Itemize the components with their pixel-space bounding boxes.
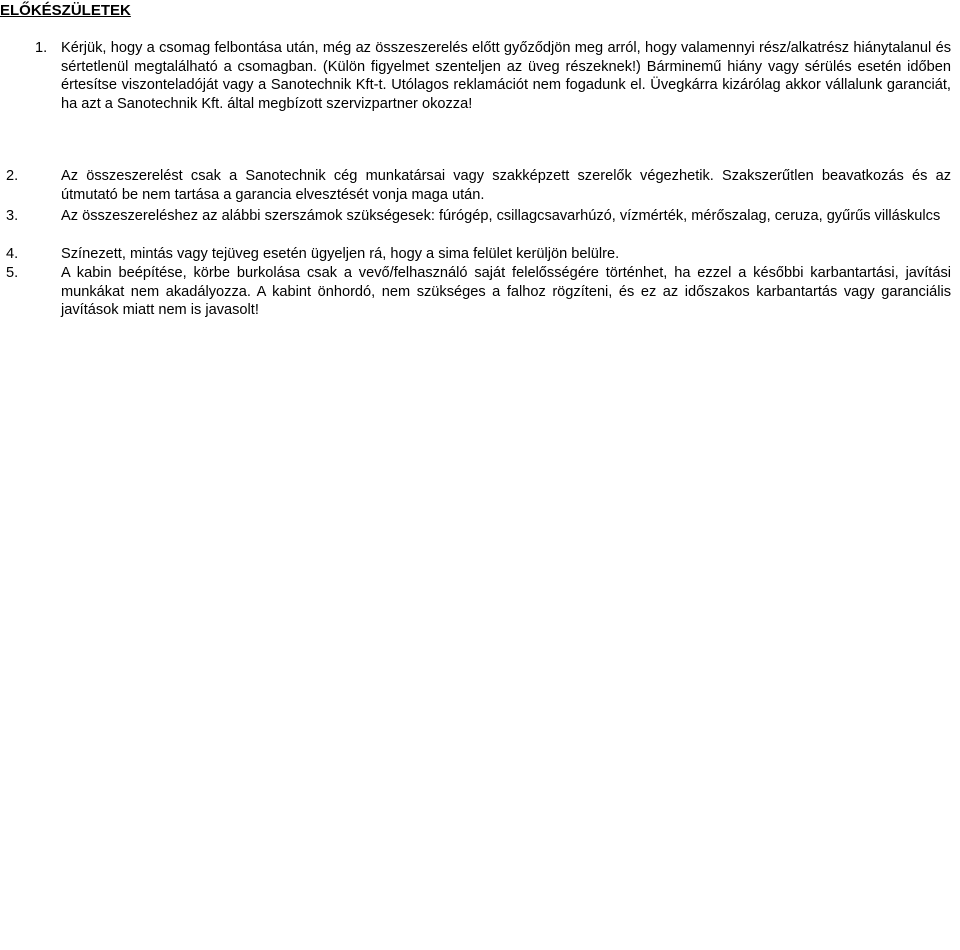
prep-item-text: A kabin beépítése, körbe burkolása csak a vevő/felhasználó saját felelősségére történhet, ha ezzel a későbbi karbantartási, javítási munkákat nem akadályozza. A kabint önhordó, nem szükséges a falhoz rögzíteni, és ez az időszakos karbantartás vagy garanciális javítások miatt nem is javasolt! — [61, 265, 951, 319]
prep-heading: ELŐKÉSZÜLETEK — [0, 2, 131, 19]
prep-item-number: 4. — [6, 246, 19, 262]
prep-item-text: Az összeszereléshez az alábbi szerszámok szükségesek: fúrógép, csillagcsavarhúzó, vízmérték, mérőszalag, ceruza, gyűrűs villáskulcs — [61, 208, 941, 224]
prep-item-number: 5. — [6, 265, 19, 281]
prep-item-5 — [6, 264, 951, 320]
prep-item-text: Színezett, mintás vagy tejüveg esetén ügyeljen rá, hogy a sima felület kerüljön belülre. — [61, 246, 620, 262]
prep-item-number: 3. — [6, 208, 19, 224]
prep-item-2 — [6, 167, 951, 204]
prep-item-number: 1. — [35, 40, 48, 56]
prep-item-1 — [6, 39, 951, 113]
prep-item-3 — [6, 207, 951, 226]
prep-item-4 — [6, 245, 951, 264]
prep-item-text: Kérjük, hogy a csomag felbontása után, még az összeszerelés előtt győződjön meg arról, hogy valamennyi rész/alkatrész hiánytalanul és sértetlenül megtalálható a csomagban. (Külön figyelmet szenteljen az üveg részeknek!) Bárminemű hiány vagy sérülés esetén időben értesítse viszonteladóját vagy a Sanotechnik Kft-t. Utólagos reklamációt nem fogadunk el. Üvegkárra kizárólag akkor vállalunk garanciát, ha azt a Sanotechnik Kft. által megbízott szervizpartner okozza! — [61, 40, 951, 112]
prep-item-text: Az összeszerelést csak a Sanotechnik cég munkatársai vagy szakképzett szerelők végezhetik. Szakszerűtlen beavatkozás és az útmutató be nem tartása a garancia elvesztését vonja maga után. — [61, 168, 951, 203]
prep-item-number: 2. — [6, 168, 19, 184]
